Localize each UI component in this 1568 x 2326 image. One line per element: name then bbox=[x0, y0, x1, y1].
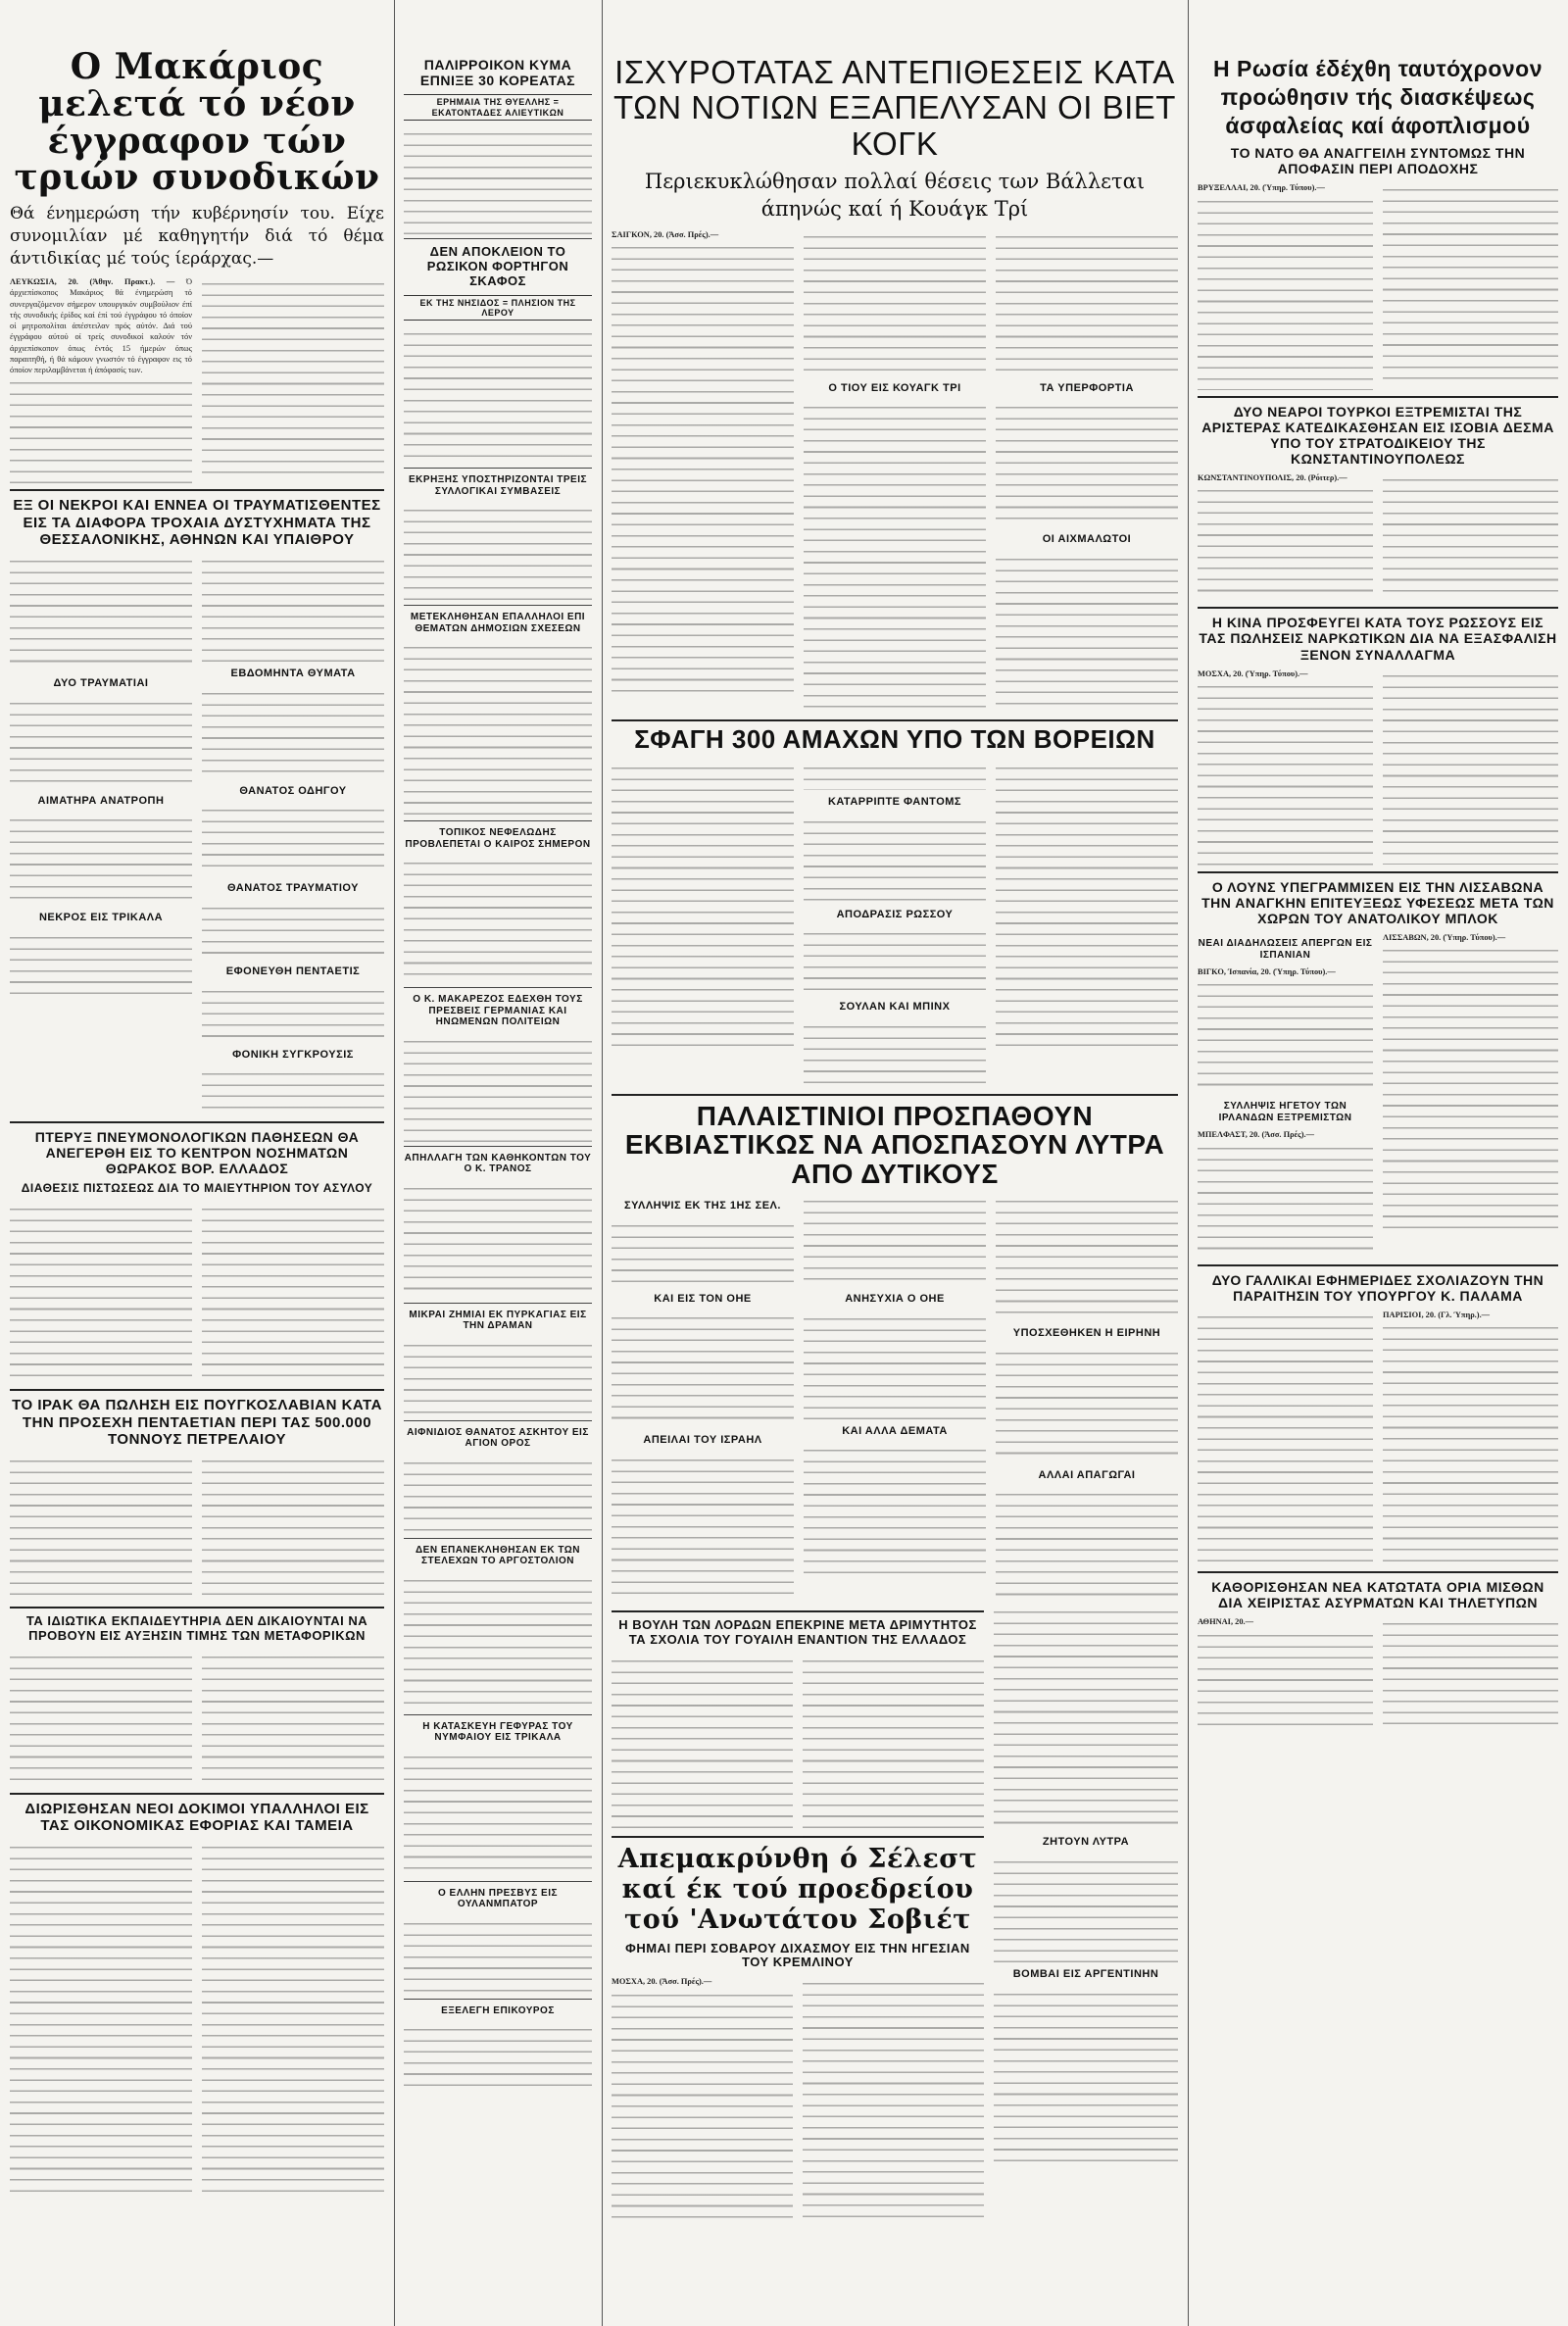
subhead-efoneythi: ΕΦΟΝΕΥΘΗ ΠΕΝΤΑΕΤΙΣ bbox=[225, 965, 361, 977]
palaistinioi-headline: ΠΑΛΑΙΣΤΙΝΙΟΙ ΠΡΟΣΠΑΘΟΥΝ ΕΚΒΙΑΣΤΙΚΩΣ ΝΑ ΑΠΟΣΠΑΣΟΥΝ ΛΥΤΡΑ ΑΠΟ ΔΥΤΙΚΟΥΣ bbox=[624, 1101, 1165, 1189]
metekl-headline: ΜΕΤΕΚΛΗΘΗΣΑΝ ΕΠΑΛΛΗΛΟΙ ΕΠΙ ΘΕΜΑΤΩΝ ΔΗΜΟΣΙΩΝ ΣΧΕΣΕΩΝ bbox=[410, 612, 586, 634]
subhead-zitoun: ΖΗΤΟΥΝ ΛΥΤΡΑ bbox=[1042, 1836, 1130, 1849]
subhead-dyo-travmatiai: ΔΥΟ ΤΡΑΥΜΑΤΙΑΙ bbox=[53, 677, 149, 689]
const-dateline: ΚΩΝΣΤΑΝΤΙΝΟΥΠΟΛΙΣ, 20. (Ρόιτερ).— bbox=[1198, 473, 1348, 483]
makarios-body: Ό άρχιεπίσκοπος Μακάριος θά ένημερώση τό συνεργαζόμενον σήμερον υπουργικόν συμβούλιον έπί τής συνοδικής έρίδος καί έπί τού έγγράφου τό όποίον οί μητροπολίται άπέστειλαν πρός αύτόν. Διά τού έγγράφου αύτού οί τρείς συνοδικοί καλούν τόν άρχιεπίσκοπον όπως έντός 15 ήμερών όπως παραιτηθή, ή θά κάμουν γνωστόν τό έγγραφον εις τό όποίον περιλαμβάνεται ή άπόφασίς των. bbox=[10, 277, 192, 374]
kyma-subheadline: ΕΡΗΜΑΙΑ ΤΗΣ ΘΥΕΛΛΗΣ = ΕΚΑΤΟΝΤΑΔΕΣ ΑΛΙΕΥΤΙΚΩΝ bbox=[404, 94, 592, 121]
accidents-article bbox=[10, 554, 384, 1115]
gallikai-headline: ΔΥΟ ΓΑΛΛΙΚΑΙ ΕΦΗΜΕΡΙΔΕΣ ΣΧΟΛΙΑΖΟΥΝ ΤΗΝ ΠΑΡΑΙΤΗΣΙΝ ΤΟΥ ΥΠΟΥΡΓΟΥ Κ. ΠΑΛΑΜΑ bbox=[1211, 1271, 1544, 1304]
pneumono-headline: ΠΤΕΡΥΞ ΠΝΕΥΜΟΝΟΛΟΓΙΚΩΝ ΠΑΘΗΣΕΩΝ ΘΑ ΑΝΕΓΕΡΘΗ ΕΙΣ ΤΟ ΚΕΝΤΡΟΝ ΝΟΣΗΜΑΤΩΝ ΘΩΡΑΚΟΣ ΒΟΡ. ΕΛΛΑΔΟΣ bbox=[34, 1129, 360, 1177]
epikouros-headline: ΕΞΕΛΕΓΗ ΕΠΙΚΟΥΡΟΣ bbox=[441, 2004, 555, 2016]
rosiko-headline: ΔΕΝ ΑΠΟΚΛΕΙΟΝ ΤΟ ΡΩΣΙΚΟΝ ΦΟΡΤΗΓΟΝ ΣΚΑΦΟΣ bbox=[426, 243, 569, 288]
rosia-headline: Η Ρωσία έδέχθη ταυτόχρονον προώθησιν τής διασκέψεως άσφαλείας καί άφοπλισμού bbox=[1212, 56, 1544, 138]
syllipsis-headline: ΣΥΛΛΗΨΙΣ ΗΓΕΤΟΥ ΤΩΝ ΙΡΛΑΝΔΩΝ ΕΞΤΡΕΜΙΣΤΩΝ bbox=[1218, 1101, 1352, 1123]
sfagi-headline: ΣΦΑΓΗ 300 ΑΜΑΧΩΝ ΥΠΟ ΤΩΝ ΒΟΡΕΙΩΝ bbox=[612, 719, 1178, 755]
subhead-thanatos-travmatiou: ΘΑΝΑΤΟΣ ΤΡΑΥΜΑΤΙΟΥ bbox=[227, 882, 359, 895]
ekrixi-headline: ΕΚΡΗΞΗΣ ΥΠΟΣΤΗΡΙΖΟΝΤΑΙ ΤΡΕΙΣ ΣΥΛΛΟΓΙΚΑΙ ΣΥΜΒΑΣΕΙΣ bbox=[409, 474, 587, 497]
makarios-subheadline: Θά ένημερώση τήν κυβέρνησίν του. Είχε συνομιλίαν μέ καθηγητήν διά τό θέμα άντιδικίας μέ τούς ίεράρχας.— bbox=[10, 204, 384, 270]
subhead-aichmaloti: ΟΙ ΑΙΧΜΑΛΩΤΟΙ bbox=[1042, 533, 1132, 546]
subhead-yperforia: ΤΑ ΥΠΕΡΦΟΡΤΙΑ bbox=[1040, 381, 1134, 394]
subhead-foniki: ΦΟΝΙΚΗ ΣΥΓΚΡΟΥΣΙΣ bbox=[232, 1048, 354, 1061]
divider bbox=[1198, 1264, 1558, 1266]
presvys-headline: Ο ΕΛΛΗΝ ΠΡΕΣΒΥΣ ΕΙΣ ΟΥΛΑΝΜΠΑΤΟΡ bbox=[438, 1887, 558, 1910]
subhead-tiou: Ο ΤΙΟΥ ΕΙΣ ΚΟΥΑΓΚ ΤΡΙ bbox=[828, 381, 961, 394]
subhead-soulan: ΣΟΥΛΑΝ ΚΑΙ ΜΠΙΝΧ bbox=[839, 1001, 951, 1014]
column-second bbox=[394, 0, 602, 2326]
divider bbox=[10, 1793, 384, 1795]
main-article bbox=[612, 229, 1178, 715]
subhead-apeilai: ΑΠΕΙΛΑΙ ΤΟΥ ΙΣΡΑΗΛ bbox=[643, 1434, 762, 1447]
divider bbox=[10, 1607, 384, 1608]
vouli-headline: Η ΒΟΥΛΗ ΤΩΝ ΛΟΡΔΩΝ ΕΠΕΚΡΙΝΕ ΜΕΤΑ ΔΡΙΜΥΤΗΤΟΣ ΤΑ ΣΧΟΛΙΑ ΤΟΥ ΓΟΥΑΙΛΗ ΕΝΑΝΤΙΟΝ ΤΗΣ ΕΛΛΑΔΟΣ bbox=[618, 1617, 977, 1648]
diorisis-headline: ΔΙΩΡΙΣΘΗΣΑΝ ΝΕΟΙ ΔΟΚΙΜΟΙ ΥΠΑΛΛΗΛΟΙ ΕΙΣ ΤΑΣ ΟΙΚΟΝΟΜΙΚΑΣ ΕΦΟΡΙΑΣ ΚΑΙ ΤΑΜΕΙΑ bbox=[24, 1800, 369, 1835]
epanekl-headline: ΔΕΝ ΕΠΑΝΕΚΛΗΘΗΣΑΝ ΕΚ ΤΩΝ ΣΤΕΛΕΧΩΝ ΤΟ ΑΡΓΟΣΤΟΛΙΟΝ bbox=[415, 1544, 581, 1567]
main-headline: ΙΣΧΥΡΟΤΑΤΑΣ ΑΝΤΕΠΙΘΕΣΕΙΣ ΚΑΤΑ ΤΩΝ ΝΟΤΙΩΝ ΕΞΑΠΕΛΥΣΑΝ ΟΙ ΒΙΕΤ ΚΟΓΚ bbox=[613, 54, 1176, 162]
divider bbox=[10, 489, 384, 491]
mosxa2-dateline: ΜΟΣΧΑ, 20. (Ύπηρ. Τύπου).— bbox=[1198, 668, 1308, 678]
idiotika-headline: ΤΑ ΙΔΙΩΤΙΚΑ ΕΚΠΑΙΔΕΥΤΗΡΙΑ ΔΕΝ ΔΙΚΑΙΟΥΝΤΑΙ ΝΑ ΠΡΟΒΟΥΝ ΕΙΣ ΑΥΞΗΣΙΝ ΤΙΜΗΣ ΤΩΝ ΜΕΤΑΦΟΡΙΚΩΝ bbox=[25, 1613, 368, 1643]
vigo-dateline: ΒΙΓΚΟ, Ίσπανία, 20. (Ύπηρ. Τύπου).— bbox=[1198, 967, 1336, 977]
column-right bbox=[1188, 0, 1568, 2326]
divider bbox=[10, 1389, 384, 1391]
subhead-eirini: ΥΠΟΣΧΕΘΗΚΕΝ Η ΕΙΡΗΝΗ bbox=[1012, 1327, 1161, 1340]
accidents-headline: ΕΞ ΟΙ ΝΕΚΡΟΙ ΚΑΙ ΕΝΝΕΑ ΟΙ ΤΡΑΥΜΑΤΙΣΘΕΝΤΕΣ ΕΙΣ ΤΑ ΔΙΑΦΟΡΑ ΤΡΟΧΑΙΑ ΔΥΣΤΥΧΗΜΑΤΑ ΤΗΣ ΘΕΣΣΑΛΟΝΙΚΗΣ, ΑΘΗΝΩΝ ΚΑΙ ΥΠΑΙΘΡΟΥ bbox=[13, 497, 381, 548]
kina-headline: Η ΚΙΝΑ ΠΡΟΣΦΕΥΓΕΙ ΚΑΤΑ ΤΟΥΣ ΡΩΣΣΟΥΣ ΕΙΣ ΤΑΣ ΠΩΛΗΣΕΙΣ ΝΑΡΚΩΤΙΚΩΝ ΔΙΑ ΝΑ ΕΞΑΣΦΑΛΙΣΗ ΞΕΝΟΝ ΣΥΝΑΛΛΑΓΜΑ bbox=[1199, 615, 1557, 663]
irak-headline: ΤΟ ΙΡΑΚ ΘΑ ΠΩΛΗΣΗ ΕΙΣ ΠΟΥΓΚΟΣΛΑΒΙΑΝ ΚΑΤΑ ΤΗΝ ΠΡΟΣΕΧΗ ΠΕΝΤΑΕΤΙΑΝ ΠΕΡΙ ΤΑΣ 500.000 ΤΟΝΝΟΥΣ ΠΕΤΡΕΛΑΙΟΥ bbox=[12, 1397, 382, 1448]
subhead-aimatira: ΑΙΜΑΤΗΡΑ ΑΝΑΤΡΟΠΗ bbox=[37, 794, 165, 807]
selest-subheadline: ΦΗΜΑΙ ΠΕΡΙ ΣΟΒΑΡΟΥ ΔΙΧΑΣΜΟΥ ΕΙΣ ΤΗΝ ΗΓΕΣΙΑΝ ΤΟΥ ΚΡΕΜΛΙΝΟΥ bbox=[625, 1940, 970, 1970]
saigon-dateline: ΣΑΙΓΚΟΝ, 20. (Άσσ. Πρές).— bbox=[612, 229, 719, 239]
apallagi-headline: ΑΠΗΛΛΑΓΗ ΤΩΝ ΚΑΘΗΚΟΝΤΩΝ ΤΟΥ Ο Κ. ΤΡΑΝΟΣ bbox=[404, 1152, 592, 1175]
nato-headline: ΤΟ ΝΑΤΟ ΘΑ ΑΝΑΓΓΕΙΛΗ ΣΥΝΤΟΜΩΣ ΤΗΝ ΑΠΟΦΑΣΙΝ ΠΕΡΙ ΑΠΟΔΟΧΗΣ bbox=[1230, 145, 1526, 177]
subhead-kai-alla: ΚΑΙ ΑΛΛΑ ΔΕΜΑΤΑ bbox=[842, 1424, 948, 1437]
rosiko-subheadline: ΕΚ ΤΗΣ ΝΗΣΙΔΟΣ = ΠΛΗΣΙΟΝ ΤΗΣ ΛΕΡΟΥ bbox=[404, 295, 592, 322]
subhead-ois: ΚΑΙ ΕΙΣ ΤΟΝ ΟΗΕ bbox=[654, 1292, 752, 1305]
subhead-alloi: ΑΛΛΑΙ ΑΠΑΓΩΓΑΙ bbox=[1038, 1468, 1136, 1481]
subhead-thanatos-odigou: ΘΑΝΑΤΟΣ ΟΔΗΓΟΥ bbox=[239, 784, 347, 797]
subhead-vomvai: ΒΟΜΒΑΙ ΕΙΣ ΑΡΓΕΝΤΙΝΗΝ bbox=[1012, 1968, 1159, 1981]
divider bbox=[10, 1121, 384, 1123]
kathoristhisan-headline: ΚΑΘΟΡΙΣΘΗΣΑΝ ΝΕΑ ΚΑΤΩΤΑΤΑ ΟΡΙΑ ΜΙΣΘΩΝ ΔΙΑ ΧΕΙΡΙΣΤΑΣ ΑΣΥΡΜΑΤΩΝ ΚΑΙ ΤΗΛΕΤΥΠΩΝ bbox=[1211, 1579, 1544, 1611]
weather-headline: ΤΟΠΙΚΟΣ ΝΕΦΕΛΩΔΗΣ ΠΡΟΒΛΕΠΕΤΑΙ Ο ΚΑΙΡΟΣ ΣΗΜΕΡΟΝ bbox=[405, 827, 591, 850]
makaresos-headline: Ο Κ. ΜΑΚΑΡΕΖΟΣ ΕΔΕΧΘΗ ΤΟΥΣ ΠΡΕΣΒΕΙΣ ΓΕΡΜΑΝΙΑΣ ΚΑΙ ΗΝΩΜΕΝΩΝ ΠΟΛΙΤΕΙΩΝ bbox=[413, 994, 583, 1028]
paris-dateline: ΠΑΡΙΣΙΟΙ, 20. (Γλ. Ύπηρ.).— bbox=[1383, 1310, 1491, 1319]
divider bbox=[1198, 607, 1558, 609]
divider bbox=[612, 1094, 1178, 1096]
subhead-apodrasis: ΑΠΟΔΡΑΣΙΣ ΡΩΣΣΟΥ bbox=[836, 908, 954, 920]
lisbon-dateline: ΛΙΣΣΑΒΩΝ, 20. (Ύπηρ. Τύπου).— bbox=[1383, 933, 1506, 943]
makarios-headline: Ο Μακάριος μελετά τό νέον έγγραφον τών τριών συνοδικών bbox=[14, 46, 380, 199]
athens-dateline: ΑΘΗΝΑΙ, 20.— bbox=[1198, 1617, 1253, 1627]
gefyra-headline: Η ΚΑΤΑΣΚΕΥΗ ΓΕΦΥΡΑΣ ΤΟΥ ΝΥΜΦΑΙΟΥ ΕΙΣ ΤΡΙΚΑΛΑ bbox=[422, 1720, 573, 1744]
nees-headline: ΝΕΑΙ ΔΙΑΔΗΛΩΣΕΙΣ ΑΠΕΡΓΩΝ ΕΙΣ ΙΣΠΑΝΙΑΝ bbox=[1198, 938, 1373, 961]
brussels-dateline: ΒΡΥΞΕΛΛΑΙ, 20. (Ύπηρ. Τύπου).— bbox=[1198, 183, 1325, 193]
tourkoi-headline: ΔΥΟ ΝΕΑΡΟΙ ΤΟΥΡΚΟΙ ΕΞΤΡΕΜΙΣΤΑΙ ΤΗΣ ΑΡΙΣΤΕΡΑΣ ΚΑΤΕΔΙΚΑΣΘΗΣΑΝ ΕΙΣ ΙΣΟΒΙΑ ΔΕΣΜΑ ΥΠΟ ΤΟΥ ΣΤΡΑΤΟΔΙΚΕΙΟΥ ΤΗΣ ΚΩΝΣΤΑΝΤΙΝΟΥΠΟΛΕΩΣ bbox=[1201, 403, 1554, 467]
loun-headline: Ο ΛΟΥΝΣ ΥΠΕΓΡΑΜΜΙΣΕΝ ΕΙΣ ΤΗΝ ΛΙΣΣΑΒΩΝΑ ΤΗΝ ΑΝΑΓΚΗΝ ΕΠΙΤΕΥΞΕΩΣ ΥΦΕΣΕΩΣ ΜΕΤΑ ΤΩΝ ΧΩΡΩΝ ΤΟΥ ΑΝΑΤΟΛΙΚΟΥ ΜΠΛΟΚ bbox=[1201, 878, 1554, 927]
makarios-article bbox=[10, 276, 384, 483]
aifnidios-headline: ΑΙΦΝΙΔΙΟΣ ΘΑΝΑΤΟΣ ΑΣΚΗΤΟΥ ΕΙΣ ΑΓΙΟΝ ΟΡΟΣ bbox=[407, 1426, 589, 1450]
makarios-dateline: ΛΕΥΚΩΣΙΑ, 20. (Άθην. Πρακτ.). — bbox=[10, 277, 175, 286]
mikrai-headline: ΜΙΚΡΑΙ ΖΗΜΙΑΙ ΕΚ ΠΥΡΚΑΓΙΑΣ ΕΙΣ ΤΗΝ ΔΡΑΜΑΝ bbox=[409, 1309, 587, 1332]
divider bbox=[1198, 871, 1558, 873]
kyma-headline: ΠΑΛΙΡΡΟΙΚΟΝ ΚΥΜΑ ΕΠΝΙΞΕ 30 ΚΟΡΕΑΤΑΣ bbox=[419, 57, 576, 89]
pneumono-subheadline: ΔΙΑΘΕΣΙΣ ΠΙΣΤΩΣΕΩΣ ΔΙΑ ΤΟ ΜΑΙΕΥΤΗΡΙΟΝ ΤΟΥ ΑΣΥΛΟΥ bbox=[21, 1181, 373, 1196]
belfast-dateline: ΜΠΕΛΦΑΣΤ, 20. (Άσσ. Πρές).— bbox=[1198, 1130, 1314, 1140]
divider bbox=[1198, 396, 1558, 398]
column-center bbox=[602, 0, 1188, 2326]
subhead-nekros-trikala: ΝΕΚΡΟΣ ΕΙΣ ΤΡΙΚΑΛΑ bbox=[38, 912, 164, 924]
main-subheadline: Περιεκυκλώθησαν πολλαί θέσεις των Βάλλεται άπηνώς καί ή Κουάγκ Τρί bbox=[644, 169, 1146, 222]
subhead-anisychia: ΑΝΗΣΥΧΙΑ Ο ΟΗΕ bbox=[845, 1293, 945, 1306]
pal-subhead: ΣΥΛΛΗΨΙΣ ΕΚ ΤΗΣ 1ΗΣ ΣΕΛ. bbox=[624, 1200, 781, 1212]
selest-headline: Απεμακρύνθη ό Σέλεστ καί έκ τού προεδρείου τού 'Ανωτάτου Σοβιέτ bbox=[617, 1844, 978, 1936]
subhead-katarrei: ΚΑΤΑΡΡΙΠΤΕ ΦΑΝΤΟΜΣ bbox=[827, 796, 962, 809]
subhead-ebdominta: ΕΒΔΟΜΗΝΤΑ ΘΥΜΑΤΑ bbox=[230, 668, 356, 679]
divider bbox=[1198, 1571, 1558, 1573]
column-left bbox=[0, 0, 394, 2326]
moscow-dateline: ΜΟΣΧΑ, 20. (Άσσ. Πρές).— bbox=[612, 1977, 712, 1987]
